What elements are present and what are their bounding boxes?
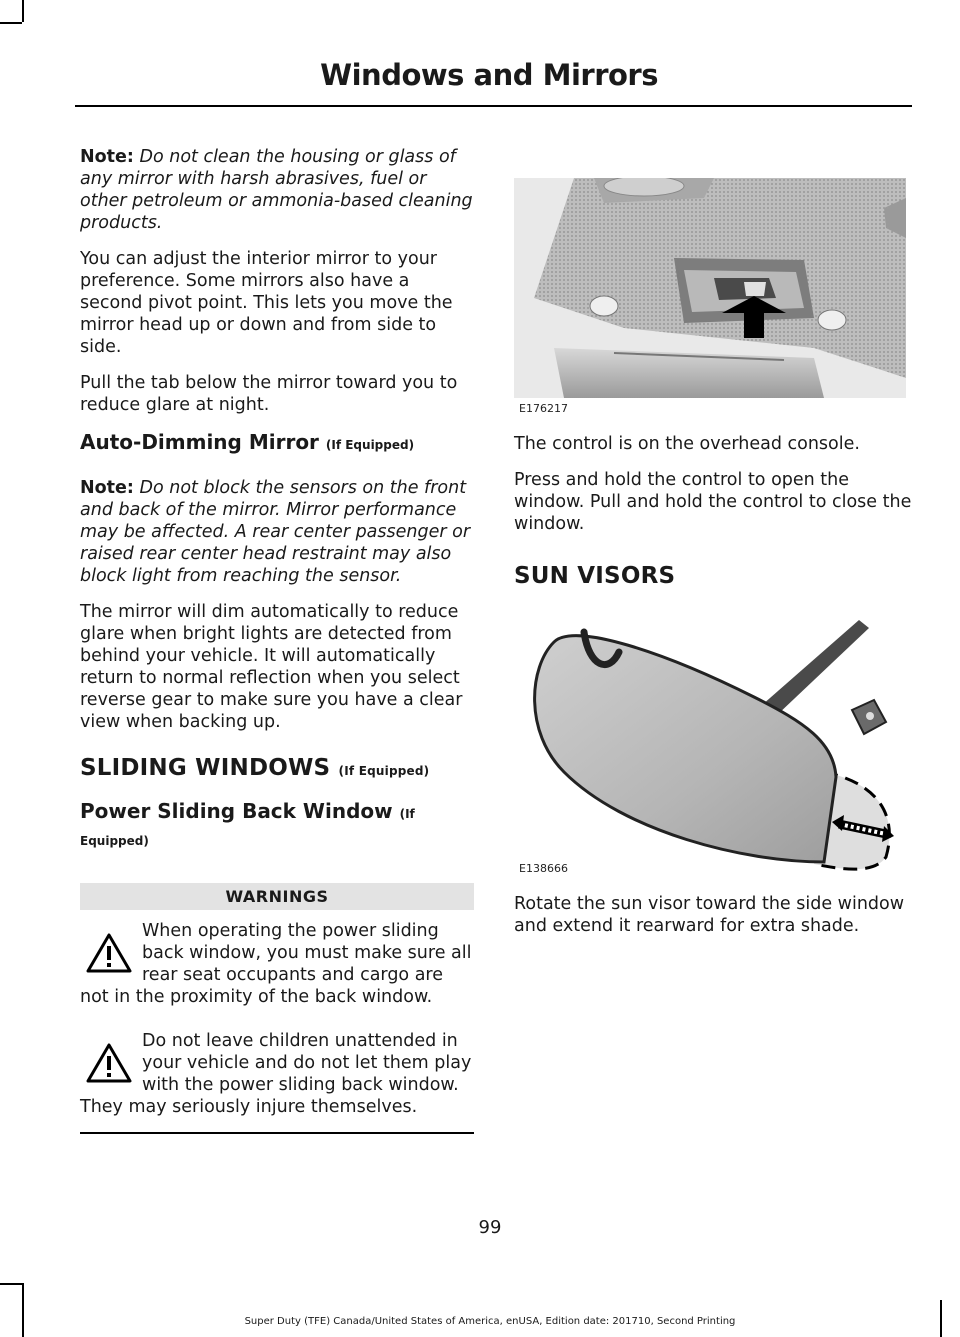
paragraph-pull-tab: Pull the tab below the mirror toward you to reduce glare at night. — [80, 373, 458, 415]
paragraph-rotate-visor: Rotate the sun visor toward the side window and extend it rearward for extra shade. — [514, 894, 905, 936]
note-cleaning — [80, 146, 474, 234]
heading-text: Auto-Dimming Mirror — [80, 430, 319, 454]
heading-text: Power Sliding Back Window — [80, 799, 393, 823]
note-label: Note: — [80, 478, 134, 498]
figure-code: E176217 — [519, 402, 568, 415]
heading-text: SLIDING WINDOWS — [80, 755, 331, 781]
paragraph-auto-dim: The mirror will dim automatically to reduce glare when bright lights are detected from behind your vehicle. It will automatically return to normal reflection when you select reverse gear to make sure you have a clear view when backing up. — [80, 602, 463, 732]
warning-item — [80, 1030, 474, 1118]
warning-item — [80, 920, 474, 1008]
note-sensors — [80, 477, 474, 587]
crop-mark-top-left-h — [0, 22, 22, 24]
note-text: Do not block the sensors on the front and back of the mirror. Mirror performance may be affected. A rear center passenger or raised rear center head restraint may also block light from reaching the sensor. — [80, 478, 471, 586]
overhead-console-illustration — [514, 178, 906, 398]
footer-text: Super Duty (TFE) Canada/United States of America, enUSA, Edition date: 201710, Second Printing — [244, 1316, 736, 1327]
warnings-bottom-rule — [80, 1132, 474, 1134]
crop-mark-bottom-left-v — [22, 1283, 24, 1337]
right-column-bottom — [514, 893, 912, 951]
crop-mark-bottom-left-h — [0, 1283, 22, 1285]
heading-auto-dimming — [80, 430, 474, 457]
left-column — [80, 146, 474, 1134]
heading-sliding-windows — [80, 755, 474, 781]
heading-qualifier: (If Equipped) — [338, 764, 430, 778]
paragraph-adjust-mirror: You can adjust the interior mirror to your preference. Some mirrors also have a second pivot point. This lets you move the mirror head up or down and from side to side. — [80, 249, 453, 357]
note-label: Note: — [80, 147, 134, 167]
sun-visor-illustration — [514, 612, 906, 874]
right-column-top — [514, 433, 912, 611]
paragraph-press-hold: Press and hold the control to open the window. Pull and hold the control to close the window. — [514, 470, 912, 534]
figure-code: E138666 — [519, 862, 568, 875]
heading-power-sliding — [80, 799, 474, 853]
warnings-title: WARNINGS — [80, 883, 474, 910]
page-number: 99 — [478, 1217, 502, 1238]
header-rule — [75, 105, 912, 107]
heading-qualifier: (If Equipped) — [80, 807, 415, 848]
warning-triangle-icon — [86, 1042, 132, 1084]
warning-text: When operating the power sliding back window, you must make sure all rear seat occupants and cargo are not in the proximity of the back window. — [80, 921, 472, 1007]
heading-qualifier: (If Equipped) — [325, 438, 415, 452]
note-text: Do not clean the housing or glass of any mirror with harsh abrasives, fuel or other petroleum or ammonia-based cleaning products. — [80, 147, 473, 233]
warning-triangle-icon — [86, 932, 132, 974]
crop-mark-top-left-v — [22, 0, 24, 22]
page-title: Windows and Mirrors — [320, 58, 658, 92]
paragraph-control-location: The control is on the overhead console. — [514, 434, 860, 454]
heading-sun-visors: SUN VISORS — [514, 563, 676, 589]
warnings-box — [80, 883, 474, 1134]
warning-text: Do not leave children unattended in your vehicle and do not let them play with the power sliding back window. They may seriously injure themselves. — [80, 1031, 472, 1117]
